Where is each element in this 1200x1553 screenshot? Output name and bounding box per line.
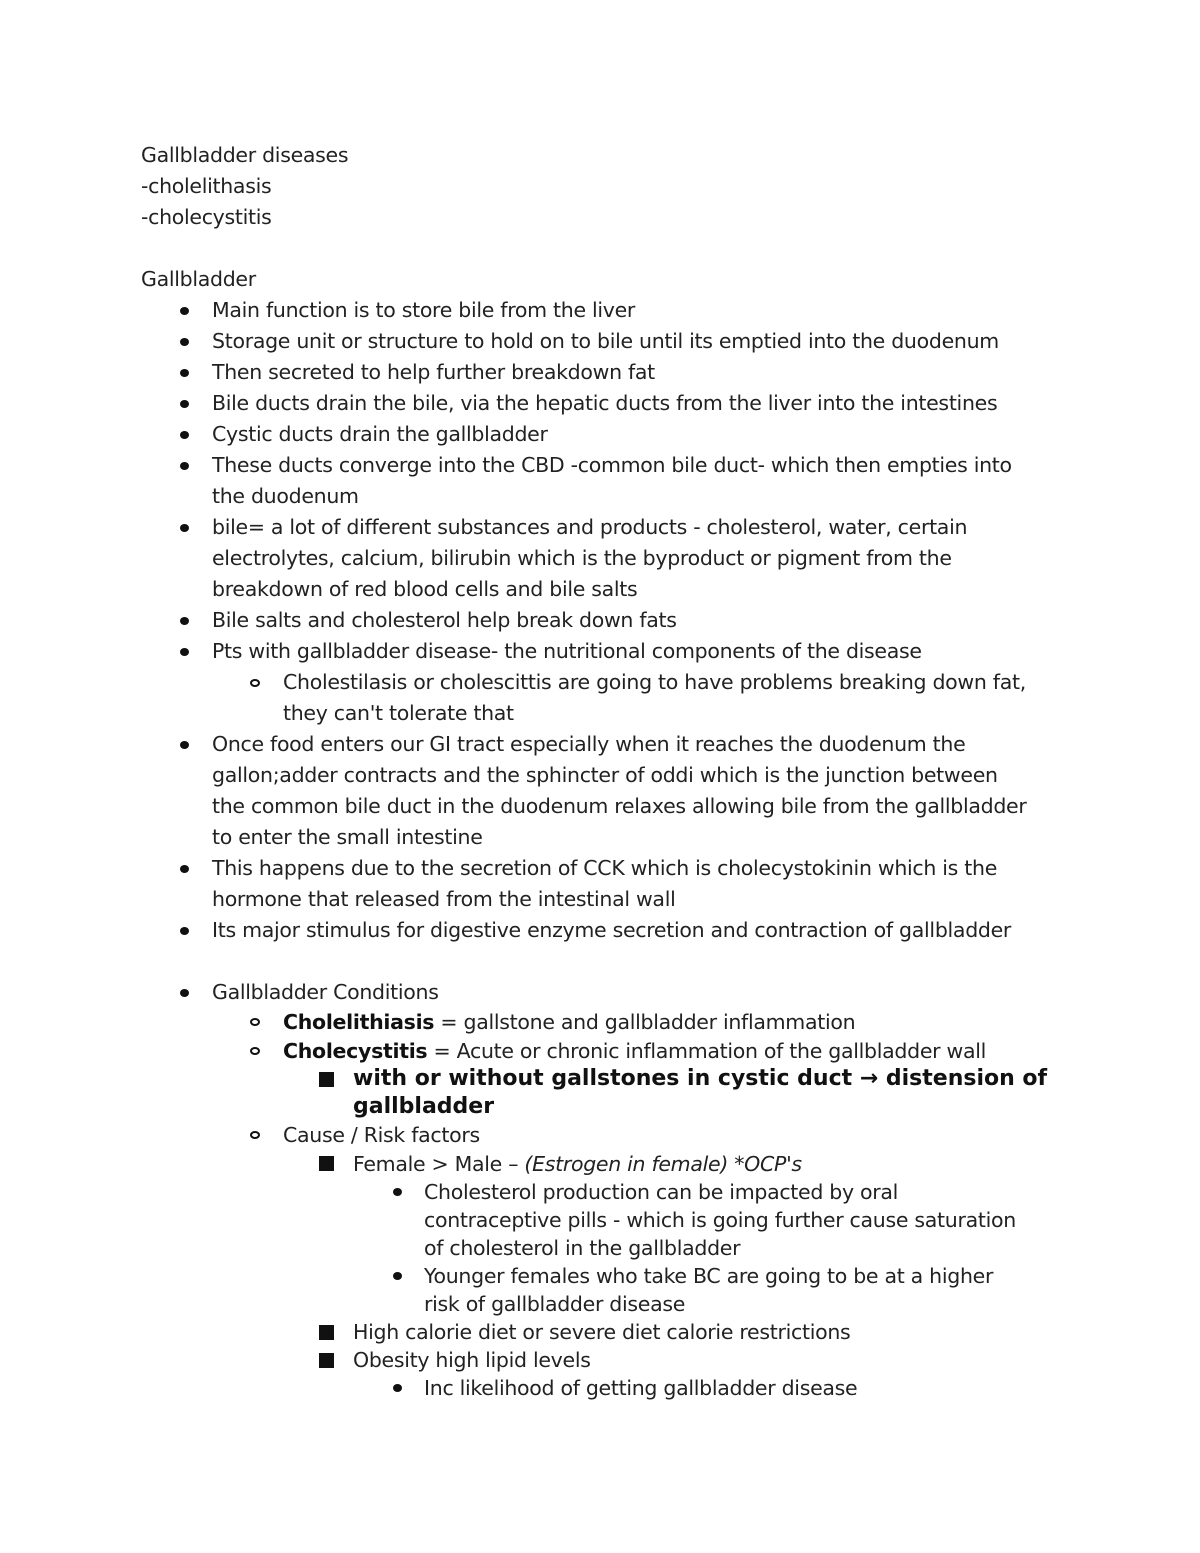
sub-list-item: Cholestilasis or cholescittis are going to have problems breaking down fat, they can't tolerate that xyxy=(141,667,1071,729)
bullet-dot-icon xyxy=(174,512,194,543)
risk-factor-detail: Younger females who take BC are going to be at a higher risk of gallbladder disease xyxy=(141,1262,1071,1318)
list-item: Bile ducts drain the bile, via the hepatic ducts from the liver into the intestines xyxy=(141,388,1071,419)
bullet-dot-icon xyxy=(174,295,194,326)
bullet-dot-icon xyxy=(174,419,194,450)
list-item: This happens due to the secretion of CCK which is cholecystokinin which is the hormone that released from the intestinal wall xyxy=(141,853,1071,915)
intro-item: -cholecystitis xyxy=(141,205,272,229)
spacer xyxy=(141,233,1071,264)
bullet-square-icon xyxy=(316,1150,336,1179)
bullet-dot-icon xyxy=(174,388,194,419)
bullet-dot-icon xyxy=(387,1374,407,1402)
bullet-dot-icon xyxy=(174,977,194,1008)
bullet-dot-icon xyxy=(174,450,194,481)
list-item: Main function is to store bile from the liver xyxy=(141,295,1071,326)
list-item: Storage unit or structure to hold on to bile until its emptied into the duodenum xyxy=(141,326,1071,357)
list-item: Then secreted to help further breakdown fat xyxy=(141,357,1071,388)
risk-factor-obesity: Obesity high lipid levels xyxy=(141,1346,1071,1374)
bullet-square-icon xyxy=(316,1065,336,1094)
condition-term: Cholelithiasis xyxy=(283,1010,435,1034)
condition-term: Cholecystitis xyxy=(283,1038,428,1063)
condition-cholelithiasis xyxy=(141,1008,1071,1037)
cause-heading: Cause / Risk factors xyxy=(141,1121,1071,1150)
risk-factor-female: Female > Male – (Estrogen in female) *OCP's xyxy=(141,1150,1071,1179)
intro-item: -cholelithasis xyxy=(141,174,272,198)
list-item: Its major stimulus for digestive enzyme secretion and contraction of gallbladder xyxy=(141,915,1071,946)
condition-cholecystitis xyxy=(141,1037,1071,1066)
bullet-dot-icon xyxy=(387,1178,407,1206)
conditions-list xyxy=(141,977,1071,1402)
risk-factor-diet: High calorie diet or severe diet calorie restrictions xyxy=(141,1318,1071,1346)
list-item: Bile salts and cholesterol help break down fats xyxy=(141,605,1071,636)
risk-factor-detail: Inc likelihood of getting gallbladder disease xyxy=(141,1374,1071,1402)
bullet-ring-icon xyxy=(245,1037,265,1066)
cholecystitis-note: with or without gallstones in cystic duct → distension of gallbladder xyxy=(141,1065,1071,1121)
bullet-ring-icon xyxy=(245,1008,265,1037)
spacer xyxy=(141,946,1071,977)
bullet-square-icon xyxy=(316,1318,336,1346)
condition-definition: = gallstone and gallbladder inflammation xyxy=(434,1010,856,1034)
bullet-square-icon xyxy=(316,1346,336,1374)
conditions-heading: Gallbladder Conditions xyxy=(141,977,1071,1008)
bullet-ring-icon xyxy=(245,1121,265,1150)
list-item: bile= a lot of different substances and products - cholesterol, water, certain electrolytes, calcium, bilirubin which is the byproduct or pigment from the breakdown of red blood cells and bile salts xyxy=(141,512,1071,605)
bullet-dot-icon xyxy=(174,326,194,357)
risk-factor-detail: Cholesterol production can be impacted by oral contraceptive pills - which is going further cause saturation of cholesterol in the gallbladder xyxy=(141,1178,1071,1262)
bullet-dot-icon xyxy=(174,915,194,946)
gallbladder-bullet-list xyxy=(141,295,1071,946)
bullet-dot-icon xyxy=(174,605,194,636)
document-title: Gallbladder diseases xyxy=(141,143,349,167)
bullet-dot-icon xyxy=(387,1262,407,1290)
bullet-dot-icon xyxy=(174,636,194,667)
list-item: These ducts converge into the CBD -common bile duct- which then empties into the duodenum xyxy=(141,450,1071,512)
list-item: Once food enters our GI tract especially when it reaches the duodenum the gallon;adder contracts and the sphincter of oddi which is the junction between the common bile duct in the duodenum relaxes allowing bile from the gallbladder to enter the small intestine xyxy=(141,729,1071,853)
bullet-ring-icon xyxy=(245,667,265,698)
bullet-dot-icon xyxy=(174,729,194,760)
condition-definition: = Acute or chronic inflammation of the gallbladder wall xyxy=(427,1038,987,1063)
bullet-dot-icon xyxy=(174,853,194,884)
bullet-dot-icon xyxy=(174,357,194,388)
list-item: Cystic ducts drain the gallbladder xyxy=(141,419,1071,450)
section-heading: Gallbladder xyxy=(141,267,256,291)
document-page xyxy=(141,140,1071,1402)
list-item: Pts with gallbladder disease- the nutritional components of the disease xyxy=(141,636,1071,667)
